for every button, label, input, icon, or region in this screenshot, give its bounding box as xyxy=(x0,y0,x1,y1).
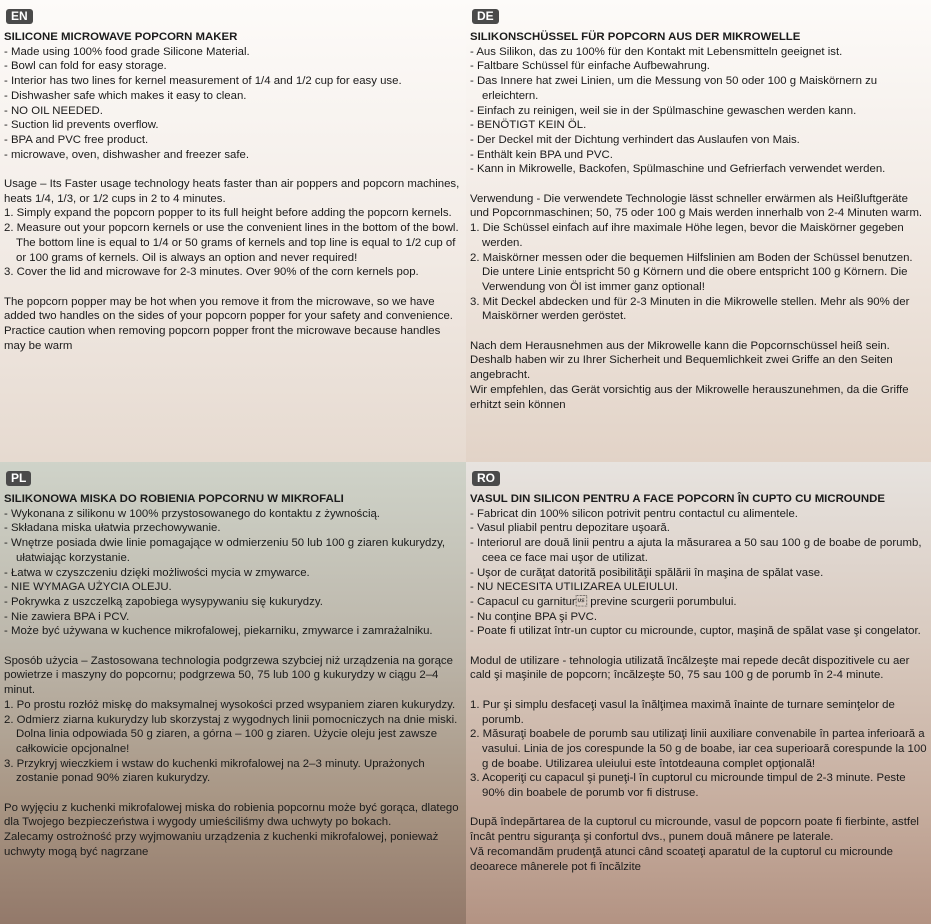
feature-item: - Interiorul are două linii pentru a ajuta la măsurarea a 50 sau 100 g de boabe de porumb, ceea ce face mai uşor de utilizat. xyxy=(470,537,922,564)
usage-step: 1. Po prostu rozłóż miskę do maksymalnej wysokości przed wsypaniem ziaren kukurydzy. xyxy=(4,698,456,711)
usage-paragraph-de: Verwendung - Die verwendete Technologie lässt schneller erwärmen als Heißluftgeräte und Popcornmaschinen; 50, 75 oder 100 g Mais werden innerhalb von 2-4 Minuten warm. xyxy=(470,192,923,220)
feature-item: - Aus Silikon, das zu 100% für den Kontakt mit Lebensmitteln geeignet ist. xyxy=(470,45,843,58)
feature-list-de xyxy=(470,45,927,177)
feature-item: - Wykonana z silikonu w 100% przystosowanego do kontaktu z żywnością. xyxy=(4,507,380,520)
language-badge-de: DE xyxy=(472,9,499,24)
feature-item: - Suction lid prevents overflow. xyxy=(4,119,159,132)
title-en: SILICONE MICROWAVE POPCORN MAKER xyxy=(4,31,238,43)
safety-note-de: Nach dem Herausnehmen aus der Mikrowelle kann die Popcornschüssel heiß sein. Deshalb haben wir zu Ihrer Sicherheit und Bequemlichkeit zwei Griffe an den Seiten angebracht. xyxy=(470,339,893,382)
feature-item: - BENÖTIGT KEIN ÖL. xyxy=(470,119,587,132)
feature-item: - BPA and PVC free product. xyxy=(4,133,149,146)
usage-step: 2. Measure out your popcorn kernels or use the convenient lines in the bottom of the bowl. The bottom line is equal to 1/4 or 50 grams of kernels and top line is equal to 1/2 cup of or 100 grams of kernels. Oil is always an option and never required! xyxy=(4,222,459,264)
feature-item: - Poate fi utilizat într-un cuptor cu microunde, cuptor, maşină de spălat vase şi congelator. xyxy=(470,625,921,638)
section-romanian xyxy=(466,462,931,924)
usage-step: 3. Acoperiţi cu capacul şi puneţi-l în cuptorul cu microunde timpul de 2-3 minute. Peste 90% din boabele de porumb vor fi distruse. xyxy=(470,772,906,800)
feature-item: - Nu conţine BPA şi PVC. xyxy=(470,610,598,623)
title-ro: VASUL DIN SILICON PENTRU A FACE POPCORN ÎN CUPTO CU MICROUNDE xyxy=(470,493,885,505)
feature-item: - Made using 100% food grade Silicone Material. xyxy=(4,45,250,58)
feature-item: - Der Deckel mit der Dichtung verhindert das Auslaufen von Mais. xyxy=(470,133,800,146)
feature-item: - Enthält kein BPA und PVC. xyxy=(470,148,613,161)
safety-note-ro: După îndepărtarea de la cuptorul cu microunde, vasul de popcorn poate fi fierbinte, astfel încât pentru siguranţa şi confortul dvs., punem două mânere pe laterale. xyxy=(470,816,919,844)
feature-list-pl xyxy=(4,507,462,639)
usage-step: 1. Pur şi simplu desfaceţi vasul la înălţimea maximă înainte de turnare seminţelor de porumb. xyxy=(470,698,895,726)
feature-list-en xyxy=(4,45,462,163)
feature-item: - Einfach zu reinigen, weil sie in der Spülmaschine gewaschen werden kann. xyxy=(470,104,857,117)
usage-paragraph-pl: Sposób użycia – Zastosowana technologia podgrzewa szybciej niż urządzenia na gorące powietrze i maszyny do popcornu; podgrzewa 50, 75 lub 100 g kukurydzy w ciągu 2–4 minut. xyxy=(4,654,453,697)
safety-note-en: The popcorn popper may be hot when you remove it from the microwave, so we have added two handles on the sides of your popcorn popper for your safety and convenience. xyxy=(4,295,453,323)
caution-note-pl: Zalecamy ostrożność przy wyjmowaniu urządzenia z kuchenki mikrofalowej, ponieważ uchwyty mogą być nagrzane xyxy=(4,831,439,858)
usage-step: 2. Maiskörner messen oder die bequemen Hilfslinien am Boden der Schüssel benutzen. Die untere Linie entspricht 50 g Körnern und die obere entspricht 100 g Körnern. Die Verwendung von Öl ist immer ganz optional! xyxy=(470,251,913,293)
caution-note-ro: Vă recomandăm prudenţă atunci când scoateţi aparatul de la cuptorul cu microunde deoarece mânerele pot fi încălzite xyxy=(470,845,893,873)
title-pl: SILIKONOWA MISKA DO ROBIENIA POPCORNU W MIKROFALI xyxy=(4,493,344,505)
feature-item: - Das Innere hat zwei Linien, um die Messung von 50 oder 100 g Maiskörnern zu erleichtern. xyxy=(470,75,878,102)
usage-step: 1. Die Schüssel einfach auf ihre maximale Höhe legen, bevor die Maiskörner gegeben werden. xyxy=(470,222,904,249)
language-badge-ro: RO xyxy=(472,471,500,486)
feature-item: - Vasul pliabil pentru depozitare uşoară. xyxy=(470,522,670,535)
caution-note-en: Practice caution when removing popcorn popper front the microwave because handles may be warm xyxy=(4,325,441,352)
feature-item: - Może być używana w kuchence mikrofalowej, piekarniku, zmywarce i zamrażalniku. xyxy=(4,625,433,638)
feature-item: - Uşor de curăţat datorită posibilităţii spălării în maşina de spălat vase. xyxy=(470,566,824,579)
usage-step: 3. Cover the lid and microwave for 2-3 minutes. Over 90% of the corn kernels pop. xyxy=(4,266,419,279)
feature-item: - Składana miska ułatwia przechowywanie. xyxy=(4,522,221,535)
title-de: SILIKONSCHÜSSEL FÜR POPCORN AUS DER MIKROWELLE xyxy=(470,31,801,43)
feature-item: - Nie zawiera BPA i PCV. xyxy=(4,610,130,623)
feature-item: - Kann in Mikrowelle, Backofen, Spülmaschine und Gefrierfach verwendet werden. xyxy=(470,163,886,176)
feature-item: - Bowl can fold for easy storage. xyxy=(4,60,167,73)
caution-note-de: Wir empfehlen, das Gerät vorsichtig aus der Mikrowelle herauszunehmen, da die Griffe erhitzt sein können xyxy=(470,383,909,411)
usage-step: 3. Mit Deckel abdecken und für 2-3 Minuten in die Mikrowelle stellen. Mehr als 90% der Maiskörner werden geröstet. xyxy=(470,295,910,323)
usage-step: 2. Măsuraţi boabele de porumb sau utilizaţi linii auxiliare convenabile în partea inferioară a vasului. Linia de jos corespunde la 50 g de boabe, iar cea superioară corespunde la 100 g de boabe. Utilizarea uleiului este întotdeauna complet opţională! xyxy=(470,728,927,770)
feature-item: - NO OIL NEEDED. xyxy=(4,104,103,117)
usage-paragraph-en: Usage – Its Faster usage technology heats faster than air poppers and popcorn machines, heats 1/4, 1/3, or 1/2 cups in 2 to 4 minutes. xyxy=(4,178,460,205)
section-english xyxy=(0,0,466,462)
feature-list-ro xyxy=(470,507,927,639)
feature-item: - Fabricat din 100% silicon potrivit pentru contactul cu alimentele. xyxy=(470,507,798,520)
feature-item: - Interior has two lines for kernel measurement of 1/4 and 1/2 cup for easy use. xyxy=(4,75,402,88)
usage-step: 1. Simply expand the popcorn popper to its full height before adding the popcorn kernels. xyxy=(4,207,452,220)
feature-item: - NIE WYMAGA UŻYCIA OLEJU. xyxy=(4,581,172,594)
usage-step: 3. Przykryj wieczkiem i wstaw do kuchenki mikrofalowej na 2–3 minuty. Uprażonych zostanie ponad 90% ziaren kukurydzy. xyxy=(4,757,425,785)
feature-item: - Pokrywka z uszczelką zapobiega wysypywaniu się kukurydzy. xyxy=(4,595,323,608)
language-badge-en: EN xyxy=(6,9,33,24)
language-badge-pl: PL xyxy=(6,471,31,486)
feature-item: - Dishwasher safe which makes it easy to clean. xyxy=(4,89,247,102)
feature-item: - Wnętrze posiada dwie linie pomagające w odmierzeniu 50 lub 100 g ziaren kukurydzy, ułatwiając korzystanie. xyxy=(4,537,446,564)
feature-item: - Łatwa w czyszczeniu dzięki możliwości mycia w zmywarce. xyxy=(4,566,310,579)
usage-paragraph-ro: Modul de utilizare - tehnologia utilizată încălzeşte mai repede decât dispozitivele cu aer cald şi maşinile de popcorn; încălzeşte 50, 75 sau 100 g de porumb în 2-4 minute. xyxy=(470,654,910,682)
feature-item: - microwave, oven, dishwasher and freezer safe. xyxy=(4,148,250,161)
feature-item: - NU NECESITA UTILIZAREA ULEIULUI. xyxy=(470,581,679,594)
section-polish xyxy=(0,462,466,924)
feature-item: - Capacul cu garnitur previne scurgerii porumbului. xyxy=(470,595,737,608)
safety-note-pl: Po wyjęciu z kuchenki mikrofalowej miska do robienia popcornu może być gorąca, dlatego dla Twojego bezpieczeństwa i wygody umieściliśmy dwa uchwyty po bokach. xyxy=(4,801,459,829)
usage-step: 2. Odmierz ziarna kukurydzy lub skorzystaj z wygodnych linii pomocniczych na dnie miski. Dolna linia odpowiada 50 g ziaren, a górna – 100 g ziaren. Użycie oleju jest zawsze całkowicie opcjonalne! xyxy=(4,713,458,755)
feature-item: - Faltbare Schüssel für einfache Aufbewahrung. xyxy=(470,60,710,73)
section-german xyxy=(466,0,931,462)
